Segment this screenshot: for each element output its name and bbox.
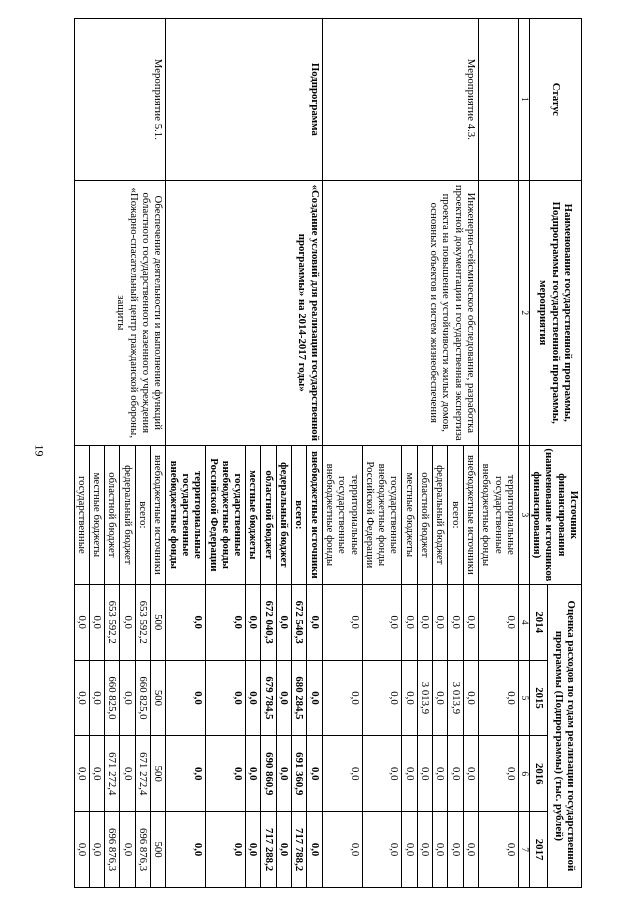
- header-status: Статус: [529, 19, 581, 181]
- row-value: 0,0: [362, 812, 402, 888]
- column-number: 4: [518, 584, 529, 660]
- row-source: территориальные государственные внебюджетные фонды: [478, 445, 518, 584]
- row-value: 696 876,3: [105, 812, 120, 888]
- row-value: 3 013,9: [417, 660, 432, 736]
- table-row: [478, 19, 518, 888]
- row-value: 653 592,2: [105, 584, 120, 660]
- row-value: 500: [151, 736, 166, 812]
- header-year: 2015: [529, 660, 548, 736]
- row-value: 0,0: [402, 736, 417, 812]
- row-value: 0,0: [433, 736, 448, 812]
- row-value: 0,0: [120, 736, 135, 812]
- column-number: 5: [518, 660, 529, 736]
- row-value: 0,0: [74, 736, 89, 812]
- row-value: 0,0: [276, 660, 291, 736]
- header-year: 2017: [529, 812, 548, 888]
- row-value: 0,0: [120, 812, 135, 888]
- row-value: 696 876,3: [135, 812, 150, 888]
- row-value: 0,0: [463, 812, 478, 888]
- column-number: 6: [518, 736, 529, 812]
- row-source: территориальные государственные внебюджетные фонды: [166, 445, 206, 584]
- row-value: 0,0: [402, 812, 417, 888]
- row-value: 0,0: [463, 736, 478, 812]
- budget-table: [74, 18, 582, 888]
- row-value: 0,0: [478, 736, 518, 812]
- row-value: 0,0: [276, 736, 291, 812]
- column-number: 7: [518, 812, 529, 888]
- row-value: 0,0: [246, 584, 261, 660]
- row-value: 0,0: [276, 812, 291, 888]
- row-status: [478, 19, 518, 181]
- row-source: всего:: [292, 445, 307, 584]
- row-value: 0,0: [417, 812, 432, 888]
- row-source: местные бюджеты: [89, 445, 104, 584]
- row-source: федеральный бюджет: [433, 445, 448, 584]
- table-row: [307, 19, 322, 888]
- row-source: федеральный бюджет: [276, 445, 291, 584]
- row-value: 0,0: [402, 660, 417, 736]
- row-source: всего:: [448, 445, 463, 584]
- row-value: 0,0: [307, 736, 322, 812]
- row-value: 0,0: [120, 584, 135, 660]
- row-name: «Создание условий для реализации государственной программы» на 2014-2017 годы»: [166, 180, 322, 445]
- row-source: государственные внебюджетные фонды Российской Федерации: [362, 445, 402, 584]
- row-value: 717 788,2: [292, 812, 307, 888]
- row-value: 672 040,3: [261, 584, 276, 660]
- header-row: [548, 19, 582, 888]
- row-value: 0,0: [448, 584, 463, 660]
- row-value: 0,0: [478, 660, 518, 736]
- row-value: 0,0: [322, 812, 362, 888]
- row-value: 0,0: [206, 812, 246, 888]
- header-year: 2016: [529, 736, 548, 812]
- row-value: 500: [151, 660, 166, 736]
- row-value: 0,0: [362, 584, 402, 660]
- row-value: 0,0: [322, 660, 362, 736]
- row-value: 0,0: [166, 584, 206, 660]
- row-status: Мероприятие 4.3.: [322, 19, 478, 181]
- row-value: 0,0: [89, 660, 104, 736]
- row-value: 0,0: [74, 812, 89, 888]
- row-source: всего:: [135, 445, 150, 584]
- column-number: 1: [518, 19, 529, 181]
- row-value: 671 272,4: [135, 736, 150, 812]
- row-value: 0,0: [166, 736, 206, 812]
- row-value: 680 284,5: [292, 660, 307, 736]
- row-source: местные бюджеты: [402, 445, 417, 584]
- row-value: 0,0: [307, 584, 322, 660]
- row-value: 0,0: [166, 660, 206, 736]
- row-value: 0,0: [362, 736, 402, 812]
- row-value: 691 360,9: [292, 736, 307, 812]
- row-value: 672 540,3: [292, 584, 307, 660]
- row-source: государственные: [74, 445, 89, 584]
- row-value: 0,0: [322, 736, 362, 812]
- row-value: 0,0: [89, 736, 104, 812]
- header-year: 2014: [529, 584, 548, 660]
- row-value: 0,0: [246, 660, 261, 736]
- row-value: 0,0: [463, 584, 478, 660]
- row-value: 0,0: [433, 660, 448, 736]
- row-value: 0,0: [74, 660, 89, 736]
- row-value: 0,0: [402, 584, 417, 660]
- row-value: 671 272,4: [105, 736, 120, 812]
- row-source: федеральный бюджет: [120, 445, 135, 584]
- rotated-page-content: [42, 18, 582, 888]
- row-value: 0,0: [307, 812, 322, 888]
- column-number-row: [518, 19, 529, 888]
- row-value: 500: [151, 812, 166, 888]
- column-number: 3: [518, 445, 529, 584]
- row-value: 660 825,0: [135, 660, 150, 736]
- header-name: Наименование государственной программы, Подпрограммы государственной программы, мероприятия: [529, 180, 581, 445]
- row-value: 0,0: [276, 584, 291, 660]
- page-number: 19: [32, 444, 47, 457]
- row-value: 0,0: [206, 736, 246, 812]
- row-value: 0,0: [417, 736, 432, 812]
- row-source: областной бюджет: [261, 445, 276, 584]
- row-value: 3 013,9: [448, 660, 463, 736]
- row-value: 0,0: [246, 812, 261, 888]
- row-source: областной бюджет: [105, 445, 120, 584]
- header-estimate: Оценка расходов по годам реализации государственной программы (Подпрограммы) (тыс. рублей): [548, 584, 582, 887]
- row-value: 0,0: [478, 584, 518, 660]
- row-source: местные бюджеты: [246, 445, 261, 584]
- row-source: областной бюджет: [417, 445, 432, 584]
- column-number: 2: [518, 180, 529, 445]
- row-source: территориальные государственные внебюджетные фонды: [322, 445, 362, 584]
- row-status: Мероприятие 5.1.: [74, 19, 166, 181]
- row-value: 0,0: [89, 584, 104, 660]
- table-row: [151, 19, 166, 888]
- row-value: 500: [151, 584, 166, 660]
- row-value: 0,0: [322, 584, 362, 660]
- row-value: 0,0: [74, 584, 89, 660]
- table-row: [463, 19, 478, 888]
- row-source: внебюджетные источники: [151, 445, 166, 584]
- row-value: 0,0: [448, 736, 463, 812]
- row-value: 0,0: [433, 812, 448, 888]
- row-value: 0,0: [417, 584, 432, 660]
- row-value: 660 825,0: [105, 660, 120, 736]
- row-value: 0,0: [206, 660, 246, 736]
- row-value: 0,0: [307, 660, 322, 736]
- row-source: внебюджетные источники: [307, 445, 322, 584]
- row-value: 0,0: [120, 660, 135, 736]
- row-value: 0,0: [463, 660, 478, 736]
- row-value: 653 592,2: [135, 584, 150, 660]
- header-source: Источник финансирования (наименование источников финансирования): [529, 445, 581, 584]
- row-status: Подпрограмма: [166, 19, 322, 181]
- row-value: 717 288,2: [261, 812, 276, 888]
- row-value: 0,0: [166, 812, 206, 888]
- row-source: внебюджетные источники: [463, 445, 478, 584]
- row-value: 0,0: [448, 812, 463, 888]
- row-value: 690 860,9: [261, 736, 276, 812]
- row-value: 0,0: [246, 736, 261, 812]
- row-value: 0,0: [433, 584, 448, 660]
- row-value: 0,0: [206, 584, 246, 660]
- row-name: Обеспечение деятельности и выполнение функций областного государственного казенного учреждения «Пожарно-спасательный центр гражданской обороны, защиты: [74, 180, 166, 445]
- row-source: государственные внебюджетные фонды Российской Федерации: [206, 445, 246, 584]
- row-value: 0,0: [478, 812, 518, 888]
- row-name: Инженерно-сейсмическое обследование, разработка проектной документации и государственная экспертиза проекта на повышение устойчивости жилых домов, основных объектов и систем жизнеобеспечения: [322, 180, 478, 445]
- row-name: [478, 180, 518, 445]
- row-value: 0,0: [362, 660, 402, 736]
- row-value: 0,0: [89, 812, 104, 888]
- row-value: 679 784,5: [261, 660, 276, 736]
